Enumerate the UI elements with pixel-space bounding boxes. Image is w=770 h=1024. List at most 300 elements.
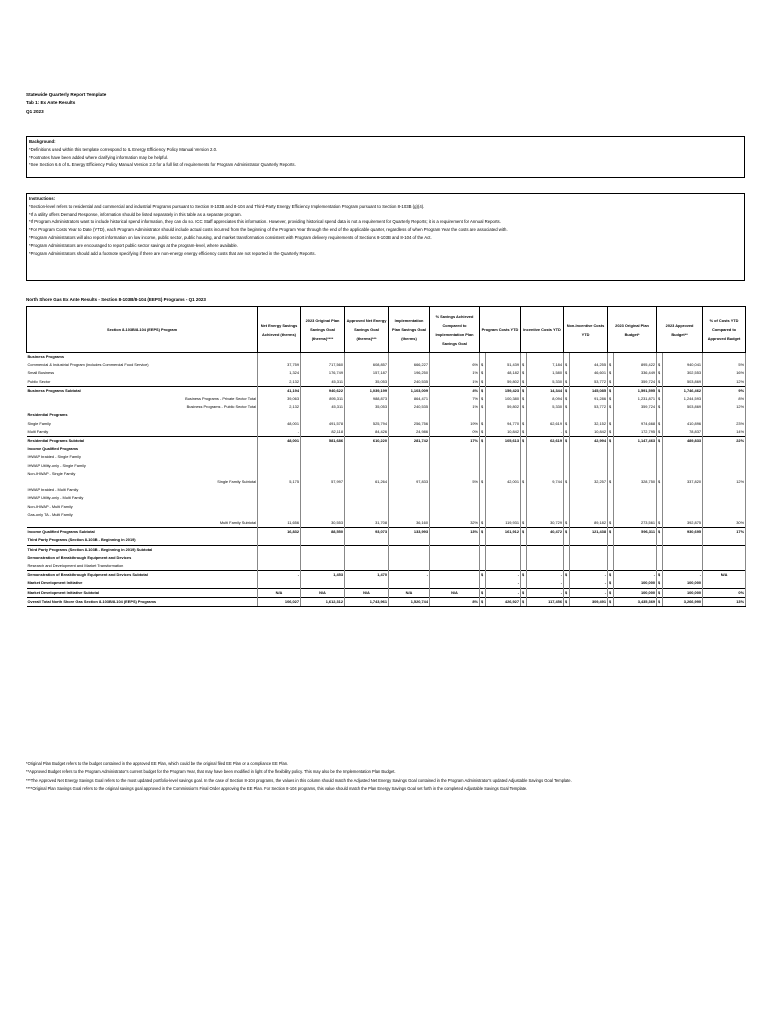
currency-symbol: $ <box>657 588 663 597</box>
currency-symbol: $ <box>608 378 614 387</box>
table-cell <box>527 494 564 502</box>
table-cell <box>527 453 564 461</box>
row-label: Business Programs Subtotal <box>27 386 258 395</box>
table-cell: 31,708 <box>345 519 389 528</box>
table-cell <box>663 462 703 470</box>
table-cell: 608,857 <box>345 361 389 369</box>
table-cell: - <box>486 579 521 588</box>
table-cell: 59,802 <box>486 403 521 411</box>
table-cell <box>614 453 657 461</box>
table-cell <box>345 470 389 478</box>
table-cell <box>301 494 345 502</box>
table-cell <box>703 554 746 562</box>
table-row <box>27 453 746 461</box>
table-cell: 10,842 <box>486 428 521 437</box>
table-cell: 491,578 <box>301 420 345 428</box>
table-cell: 35,053 <box>345 403 389 411</box>
row-label: Public Sector <box>27 378 258 387</box>
table-cell: 930,695 <box>663 528 703 537</box>
currency-symbol: $ <box>564 597 570 606</box>
table-row <box>27 554 746 562</box>
table-cell: 0% <box>703 588 746 597</box>
table-cell <box>430 494 480 502</box>
table-cell: 45,311 <box>301 378 345 387</box>
currency-symbol: $ <box>480 378 486 387</box>
table-cell: 1,244,593 <box>663 395 703 403</box>
table-cell <box>703 445 746 453</box>
table-row <box>27 411 746 419</box>
table-cell: 1% <box>430 378 480 387</box>
table-cell: 100,000 <box>663 579 703 588</box>
currency-symbol: $ <box>480 597 486 606</box>
table-cell <box>614 562 657 571</box>
table-cell: 46,601 <box>570 369 608 377</box>
table-cell: - <box>570 579 608 588</box>
table-cell: 51,439 <box>486 361 521 369</box>
column-header: Implementation Plan Savings Goal (therms) <box>389 307 430 353</box>
table-cell <box>570 411 608 419</box>
currency-symbol: $ <box>657 571 663 580</box>
table-cell <box>389 411 430 419</box>
currency-symbol: $ <box>657 437 663 446</box>
table-cell: 7% <box>430 395 480 403</box>
table-cell: 392,875 <box>663 519 703 528</box>
table-cell <box>258 470 301 478</box>
instruction-line: *Program Administrators should add a footnote specifying if there are non-energy energy efficiency costs that are not reported in the Quarterly Reports. <box>29 250 316 256</box>
table-cell <box>389 511 430 519</box>
currency-symbol: $ <box>521 403 527 411</box>
table-row <box>27 462 746 470</box>
table-cell <box>345 411 389 419</box>
currency-symbol: $ <box>608 369 614 377</box>
table-cell: 117,456 <box>527 597 564 606</box>
table-cell: N/A <box>345 588 389 597</box>
currency-symbol: $ <box>521 378 527 387</box>
table-cell <box>486 503 521 511</box>
row-label: Third Party Programs (Section 8-103B - Beginning in 2019) Subtotal <box>27 545 258 554</box>
table-cell: 410,896 <box>663 420 703 428</box>
column-header: % of Costs YTD Compared to Approved Budget <box>703 307 746 353</box>
table-cell: 133,993 <box>389 528 430 537</box>
table-row <box>27 494 746 502</box>
table-cell <box>663 536 703 545</box>
table-cell <box>614 353 657 362</box>
table-cell <box>301 536 345 545</box>
table-cell: 14% <box>703 428 746 437</box>
currency-symbol: $ <box>564 428 570 437</box>
table-cell: 1,103,009 <box>389 386 430 395</box>
table-cell: 172,795 <box>614 428 657 437</box>
row-label: Market Development Initiative Subtotal <box>27 588 258 597</box>
table-cell: 666,227 <box>389 361 430 369</box>
table-cell <box>570 462 608 470</box>
table-cell: 7,184 <box>527 361 564 369</box>
table-cell <box>703 562 746 571</box>
table-cell: 105,613 <box>486 437 521 446</box>
column-header: Incentive Costs YTD <box>521 307 564 353</box>
row-label: Residential Programs <box>27 411 258 419</box>
currency-symbol: $ <box>521 420 527 428</box>
currency-symbol: $ <box>480 420 486 428</box>
table-cell <box>614 494 657 502</box>
table-cell <box>527 503 564 511</box>
table-row <box>27 353 746 362</box>
table-row <box>27 579 746 588</box>
table-cell: 12% <box>703 478 746 486</box>
table-cell: 62,619 <box>527 437 564 446</box>
table-cell <box>258 579 301 588</box>
table-cell <box>430 411 480 419</box>
table-cell: 1,147,463 <box>614 437 657 446</box>
table-cell: 864,471 <box>389 395 430 403</box>
table-cell: 36,160 <box>389 519 430 528</box>
row-label: Gas-only TA - Multi Family <box>27 511 258 519</box>
table-cell <box>527 511 564 519</box>
table-cell: 11,656 <box>258 519 301 528</box>
table-cell: - <box>486 571 521 580</box>
column-header: 2023 Approved Budget** <box>657 307 703 353</box>
table-cell <box>430 562 480 571</box>
table-cell: 503,869 <box>663 403 703 411</box>
currency-symbol: $ <box>480 428 486 437</box>
table-cell <box>345 511 389 519</box>
table-cell: - <box>570 588 608 597</box>
currency-symbol: $ <box>521 437 527 446</box>
table-cell: 8% <box>430 597 480 606</box>
table-cell: 10,842 <box>570 428 608 437</box>
table-cell <box>527 445 564 453</box>
table-cell <box>345 486 389 494</box>
table-body <box>27 353 746 607</box>
table-cell <box>389 562 430 571</box>
table-cell <box>614 486 657 494</box>
table-row <box>27 437 746 446</box>
currency-symbol: $ <box>657 420 663 428</box>
table-cell: 2,132 <box>258 378 301 387</box>
instruction-line: *Section-level refers to residential and commercial and industrial Programs pursuant to Section 8-103B and 8-104 and Third-Party Energy Efficiency Implementation Program pursuant to Section 8-103B (g)(4). <box>29 203 425 209</box>
table-cell: N/A <box>703 571 746 580</box>
table-cell <box>614 536 657 545</box>
table-cell <box>389 462 430 470</box>
table-cell <box>430 536 480 545</box>
column-header: 2023 Original Plan Savings Goal (therms)**** <box>301 307 345 353</box>
instruction-line: *If a utility offers Demand Response, information should be listed separately in this table as a separate program. <box>29 211 242 217</box>
row-label: Business Programs - Public Sector Total <box>27 403 258 411</box>
table-cell <box>527 411 564 419</box>
table-cell: 45,311 <box>301 403 345 411</box>
table-cell: 5% <box>430 478 480 486</box>
table-cell <box>345 536 389 545</box>
table-cell: 48,001 <box>258 437 301 446</box>
background-box <box>26 136 745 178</box>
row-label: Business Programs <box>27 353 258 362</box>
table-cell <box>345 579 389 588</box>
table-cell <box>527 470 564 478</box>
table-cell <box>301 503 345 511</box>
table-cell <box>486 445 521 453</box>
table-cell <box>389 494 430 502</box>
table-cell: 32,152 <box>570 420 608 428</box>
table-cell <box>258 545 301 554</box>
currency-symbol: $ <box>657 478 663 486</box>
instructions-title: Instructions: <box>29 196 56 201</box>
table-cell <box>614 445 657 453</box>
table-cell <box>389 486 430 494</box>
table-cell <box>345 503 389 511</box>
currency-symbol: $ <box>521 361 527 369</box>
currency-symbol: $ <box>608 386 614 395</box>
table-cell: 14,344 <box>527 386 564 395</box>
table-cell <box>430 486 480 494</box>
table-cell <box>258 462 301 470</box>
footnote: ****Original Plan Savings Goal refers to the original savings goal approved in the Commission's Final Order approving the EE Plan. For Section 8-104 programs, this value should match the Plan Energy Savings Goal set forth in the completed Adjustable Savings Goal Template. <box>26 785 528 791</box>
table-cell: 309,491 <box>570 597 608 606</box>
table-cell <box>570 511 608 519</box>
table-cell <box>389 503 430 511</box>
currency-symbol: $ <box>657 579 663 588</box>
table-cell: 161,912 <box>486 528 521 537</box>
currency-symbol: $ <box>608 588 614 597</box>
table-cell: 159,423 <box>486 386 521 395</box>
table-cell <box>614 545 657 554</box>
table-cell <box>570 545 608 554</box>
currency-symbol: $ <box>608 579 614 588</box>
currency-symbol: $ <box>608 571 614 580</box>
table-cell: 503,869 <box>663 378 703 387</box>
table-cell: 30% <box>703 519 746 528</box>
table-cell <box>258 486 301 494</box>
table-cell <box>345 494 389 502</box>
table-cell <box>703 462 746 470</box>
table-cell: - <box>389 571 430 580</box>
results-table <box>26 306 746 607</box>
table-cell <box>703 503 746 511</box>
table-cell <box>430 353 480 362</box>
table-cell: 12% <box>703 378 746 387</box>
currency-symbol: $ <box>608 403 614 411</box>
table-cell <box>663 353 703 362</box>
row-label: Demonstration of Breakthrough Equipment and Devices Subtotal <box>27 571 258 580</box>
currency-symbol: $ <box>608 437 614 446</box>
currency-symbol: $ <box>521 428 527 437</box>
table-cell: 359,724 <box>614 403 657 411</box>
table-row <box>27 420 746 428</box>
table-cell: 97,833 <box>389 478 430 486</box>
footnote: *Original Plan Budget refers to the budget contained in the approved EE Plan, which could be the original filed EE Plan or a compliance EE Plan. <box>26 761 289 766</box>
table-cell <box>614 554 657 562</box>
table-cell <box>703 511 746 519</box>
footnote: **Approved Budget refers to the Program Administrator's current budget for the Program Year, that may have been modified in light of the flexibility policy. This may also be the Implementation Plan Budget. <box>26 769 396 775</box>
report-quarter: Q1 2023 <box>26 108 44 114</box>
table-cell: 940,041 <box>663 361 703 369</box>
table-cell <box>258 411 301 419</box>
currency-symbol: $ <box>521 478 527 486</box>
table-cell: 1,746,462 <box>663 386 703 395</box>
table-cell <box>301 453 345 461</box>
table-cell: 1,039,199 <box>345 386 389 395</box>
table-cell: 16% <box>703 369 746 377</box>
column-header: Section 8-103B/8-104 (EEPS) Program <box>27 307 258 353</box>
currency-symbol: $ <box>480 361 486 369</box>
table-cell: 41,194 <box>258 386 301 395</box>
table-cell <box>703 453 746 461</box>
row-label: Income Qualified Programs Subtotal <box>27 528 258 537</box>
table-row <box>27 519 746 528</box>
table-cell <box>389 445 430 453</box>
table-cell: 256,756 <box>389 420 430 428</box>
table-cell <box>301 554 345 562</box>
table-cell <box>486 470 521 478</box>
table-cell: 895,311 <box>301 395 345 403</box>
table-cell: 5,175 <box>258 478 301 486</box>
table-cell <box>527 486 564 494</box>
table-cell: 48,001 <box>258 420 301 428</box>
table-cell <box>486 411 521 419</box>
currency-symbol: $ <box>657 369 663 377</box>
table-row <box>27 486 746 494</box>
currency-symbol: $ <box>608 428 614 437</box>
table-cell: 1,324 <box>258 369 301 377</box>
table-cell: 17% <box>703 528 746 537</box>
table-cell <box>570 536 608 545</box>
table-cell <box>703 494 746 502</box>
table-cell <box>703 486 746 494</box>
table-cell: 3,266,990 <box>663 597 703 606</box>
table-header-row <box>27 307 746 353</box>
currency-symbol: $ <box>657 597 663 606</box>
table-cell: 3,435,369 <box>614 597 657 606</box>
table-cell <box>614 511 657 519</box>
currency-symbol: $ <box>521 386 527 395</box>
table-cell <box>486 554 521 562</box>
table-cell: 1,612,312 <box>301 597 345 606</box>
table-row <box>27 478 746 486</box>
row-label: Third Party Programs (Section 8-103B - Beginning in 2019) <box>27 536 258 545</box>
table-cell: 974,668 <box>614 420 657 428</box>
currency-symbol: $ <box>564 571 570 580</box>
table-cell <box>527 536 564 545</box>
table-cell <box>527 462 564 470</box>
table-cell: 17% <box>430 437 480 446</box>
table-cell: 1,470 <box>345 571 389 580</box>
table-cell <box>301 411 345 419</box>
table-cell <box>258 494 301 502</box>
table-cell <box>703 470 746 478</box>
table-cell <box>430 462 480 470</box>
table-cell: 8,094 <box>527 395 564 403</box>
table-cell: 426,927 <box>486 597 521 606</box>
table-cell: 240,535 <box>389 403 430 411</box>
table-cell: 1,231,871 <box>614 395 657 403</box>
column-header: Program Costs YTD <box>480 307 521 353</box>
currency-symbol: $ <box>521 395 527 403</box>
table-cell <box>614 470 657 478</box>
currency-symbol: $ <box>564 528 570 537</box>
table-cell <box>663 445 703 453</box>
table-cell <box>345 353 389 362</box>
table-cell <box>430 511 480 519</box>
table-cell: - <box>527 588 564 597</box>
table-cell <box>703 411 746 419</box>
column-header: Approved Net Energy Savings Goal (therms)*** <box>345 307 389 353</box>
table-cell <box>389 470 430 478</box>
table-cell: N/A <box>430 588 480 597</box>
table-cell <box>301 462 345 470</box>
currency-symbol: $ <box>564 361 570 369</box>
table-cell: 57,997 <box>301 478 345 486</box>
instruction-line: *Program Administrators will also report information on low income, public sector, public housing, and market transformation consistent with Program delivery requirements of Sections 8-103B and 8-104 of the Act. <box>29 234 432 240</box>
table-cell: 100,000 <box>614 579 657 588</box>
table-title: North Shore Gas Ex Ante Results - Section 8-103B/8-104 (EEPS) Programs - Q1 2023 <box>26 297 206 302</box>
table-cell: 82,118 <box>301 428 345 437</box>
currency-symbol: $ <box>608 478 614 486</box>
table-cell <box>389 579 430 588</box>
table-cell: 596,311 <box>614 528 657 537</box>
table-cell: 1,453 <box>301 571 345 580</box>
table-cell <box>663 411 703 419</box>
column-header: 2023 Original Plan Budget* <box>608 307 657 353</box>
currency-symbol: $ <box>564 420 570 428</box>
table-cell <box>570 562 608 571</box>
table-cell: 100,380 <box>486 395 521 403</box>
table-cell: 24,986 <box>389 428 430 437</box>
table-cell: 40,472 <box>527 528 564 537</box>
table-cell: - <box>527 428 564 437</box>
table-cell: 281,742 <box>389 437 430 446</box>
background-line: *Footnotes have been added where clarifying information may be helpful. <box>29 154 169 160</box>
table-cell <box>301 562 345 571</box>
table-cell: 1,520,744 <box>389 597 430 606</box>
table-cell <box>486 353 521 362</box>
table-cell <box>486 486 521 494</box>
table-cell: 78,837 <box>663 428 703 437</box>
row-label: IHWAP braided - Multi Family <box>27 486 258 494</box>
table-cell: 13% <box>430 528 480 537</box>
table-cell: 42,994 <box>570 437 608 446</box>
table-cell: 157,187 <box>345 369 389 377</box>
table-cell: 19% <box>430 420 480 428</box>
table-cell <box>258 503 301 511</box>
table-cell: 336,449 <box>614 369 657 377</box>
table-cell <box>663 453 703 461</box>
table-cell <box>430 470 480 478</box>
table-cell: 196,250 <box>389 369 430 377</box>
instructions-box <box>26 193 745 281</box>
table-cell: 1% <box>430 369 480 377</box>
table-cell <box>486 453 521 461</box>
report-title: Statewide Quarterly Report Template <box>26 92 107 97</box>
currency-symbol: $ <box>480 386 486 395</box>
table-cell: 337,820 <box>663 478 703 486</box>
table-row <box>27 361 746 369</box>
table-cell <box>570 353 608 362</box>
row-label: Non-IHWAP - Single Family <box>27 470 258 478</box>
table-row <box>27 597 746 606</box>
currency-symbol: $ <box>564 519 570 528</box>
table-cell <box>258 453 301 461</box>
table-cell <box>486 511 521 519</box>
currency-symbol: $ <box>521 528 527 537</box>
table-cell: 32,257 <box>570 478 608 486</box>
currency-symbol: $ <box>480 519 486 528</box>
table-row <box>27 545 746 554</box>
table-cell: 525,794 <box>345 420 389 428</box>
table-row <box>27 511 746 519</box>
currency-symbol: $ <box>657 386 663 395</box>
table-cell: 88,550 <box>301 528 345 537</box>
report-tab-name: Tab 1: Ex Ante Results <box>26 100 76 106</box>
table-cell: 240,535 <box>389 378 430 387</box>
